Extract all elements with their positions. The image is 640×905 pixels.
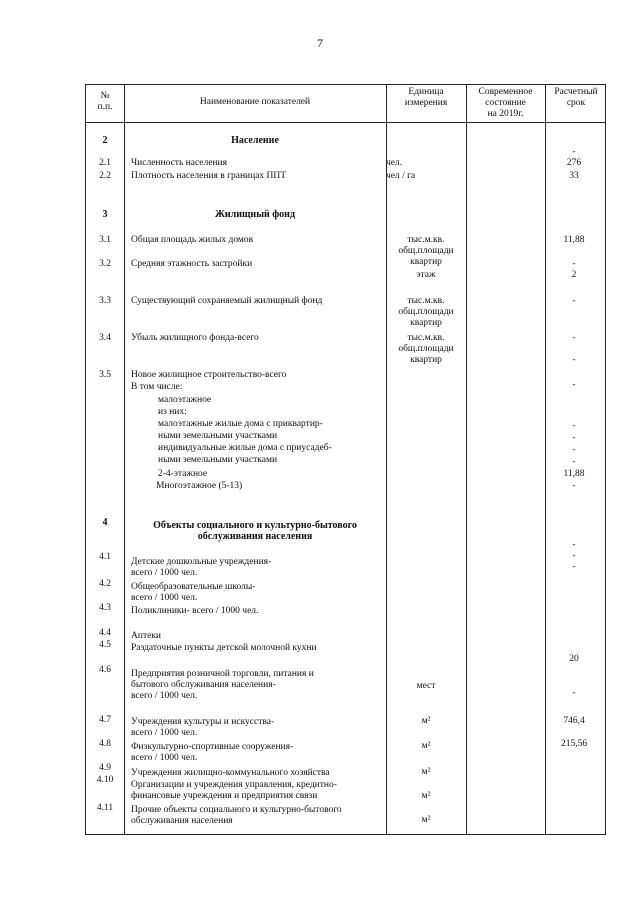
row-num: 4.3	[99, 603, 111, 613]
target-value: -	[572, 457, 576, 467]
target-value: 20	[569, 654, 579, 664]
section-title: Жилищный фонд	[214, 209, 296, 220]
row-num: 4.6	[99, 665, 111, 675]
row-unit: м²	[421, 767, 431, 777]
target-value: -	[572, 421, 576, 431]
column-divider	[466, 85, 467, 834]
row-num: 2.2	[99, 171, 111, 181]
target-value: -	[572, 147, 576, 157]
row-name: индивидуальные жилые дома с приусадеб-	[158, 443, 332, 453]
target-value: 11,88	[563, 469, 585, 479]
row-num: 4.5	[99, 640, 111, 650]
row-name: Учреждения жилищно-коммунального хозяйства	[131, 768, 330, 778]
row-name: Многоэтажное (5-13)	[156, 481, 243, 491]
row-name: Раздаточные пункты детской молочной кухни	[131, 643, 317, 653]
row-name: Общеобразовательные школы- всего / 1000 чел.	[131, 582, 256, 603]
target-value: 746,4	[563, 716, 585, 726]
row-unit: м²	[421, 716, 431, 726]
row-name: Предприятия розничной торговли, питания и бытового обслуживания населения- всего / 1000 чел.	[131, 669, 314, 701]
target-value: 11,88	[563, 235, 585, 245]
row-name: малоэтажные жилые дома с приквартир-	[158, 419, 323, 429]
row-num: 4.8	[99, 739, 111, 749]
header-divider	[86, 122, 605, 123]
row-unit: тыс.м.кв. общ.площади квартир	[398, 333, 454, 365]
row-unit: тыс.м.кв. общ.площади квартир	[398, 296, 454, 328]
row-num: 3.4	[99, 333, 111, 343]
row-num: 4.7	[99, 715, 111, 725]
row-num: 3	[102, 209, 108, 220]
row-name: ными земельными участками	[158, 431, 278, 441]
row-num: 4.11	[96, 803, 114, 813]
row-name: малоэтажное	[158, 395, 212, 405]
row-num: 4	[102, 517, 108, 528]
header-current: Современное состояние на 2019г.	[478, 87, 533, 119]
row-num: 2	[102, 135, 108, 146]
row-name: Общая площадь жилых домов	[131, 235, 254, 245]
row-num: 2.1	[99, 158, 111, 168]
row-num: 4.4	[99, 628, 111, 638]
row-unit: м²	[421, 741, 431, 751]
header-unit: Единица измерения	[404, 87, 448, 108]
row-num: 4.2	[99, 579, 111, 589]
row-num: 4.9	[99, 763, 111, 773]
row-name: Физкультурно-спортивные сооружения- всего / 1000 чел.	[131, 742, 294, 763]
section-title: Объекты социального и культурно-бытового обслуживания населения	[153, 520, 357, 542]
row-num: 3.1	[99, 235, 111, 245]
target-value: -	[572, 688, 576, 698]
header-target: Расчетный срок	[554, 87, 598, 108]
row-name: Плотность населения в границах ППТ	[131, 171, 287, 181]
header-num: № п.п.	[97, 91, 113, 112]
row-unit: м²	[421, 791, 431, 801]
row-name: Численность населения	[131, 158, 228, 168]
row-unit: тыс.м.кв. общ.площади квартир	[398, 235, 454, 267]
row-name: Организации и учреждения управления, кредитно- финансовые учреждения и предприятия связи	[131, 780, 337, 801]
target-value: - - -	[572, 540, 576, 572]
target-value: -	[572, 481, 576, 491]
section-title: Население	[231, 135, 279, 146]
target-value: - 2	[571, 259, 577, 280]
column-divider	[124, 85, 125, 834]
header-name: Наименование показателей	[199, 97, 311, 107]
row-name: ными земельными участками	[158, 455, 278, 465]
target-value: -	[572, 296, 576, 306]
page-number: 7	[317, 36, 323, 50]
row-name: Убыль жилищного фонда-всего	[131, 333, 259, 343]
row-num: 3.3	[99, 296, 111, 306]
target-value: -	[572, 445, 576, 455]
row-name: Учреждения культуры и искусства- всего / 1000 чел.	[131, 717, 275, 738]
row-name: Средняя этажность застройки	[131, 259, 253, 269]
row-name: Аптеки	[131, 631, 162, 641]
target-value: 215,56	[560, 739, 588, 749]
row-unit: мест	[416, 681, 436, 691]
row-name: из них:	[158, 407, 187, 417]
row-unit: чел.	[386, 158, 403, 168]
target-value: -	[572, 433, 576, 443]
row-unit: чел / га	[386, 171, 416, 181]
row-num: 4.1	[99, 552, 111, 562]
row-num: 4.10	[96, 775, 114, 785]
row-name: Новое жилищное строительство-всего	[131, 370, 287, 380]
row-name: Детские дошкольные учреждения- всего / 1000 чел.	[131, 557, 272, 578]
row-unit: м²	[421, 815, 431, 825]
row-num: 3.5	[99, 370, 111, 380]
target-value: -	[572, 380, 576, 390]
target-value: - -	[572, 333, 576, 365]
row-name: В том числе:	[131, 382, 183, 392]
target-value: 33	[569, 171, 579, 181]
row-num: 3.2	[99, 259, 111, 269]
row-unit: этаж	[416, 270, 436, 280]
row-name: 2-4-этажное	[158, 469, 208, 479]
row-name: Поликлиники- всего / 1000 чел.	[131, 606, 259, 616]
target-value: 276	[566, 158, 582, 168]
indicators-table	[85, 84, 606, 835]
row-name: Прочие объекты социального и культурно-бытового обслуживания населения	[131, 805, 342, 826]
row-name: Существующий сохраняемый жилищный фонд	[131, 296, 323, 306]
